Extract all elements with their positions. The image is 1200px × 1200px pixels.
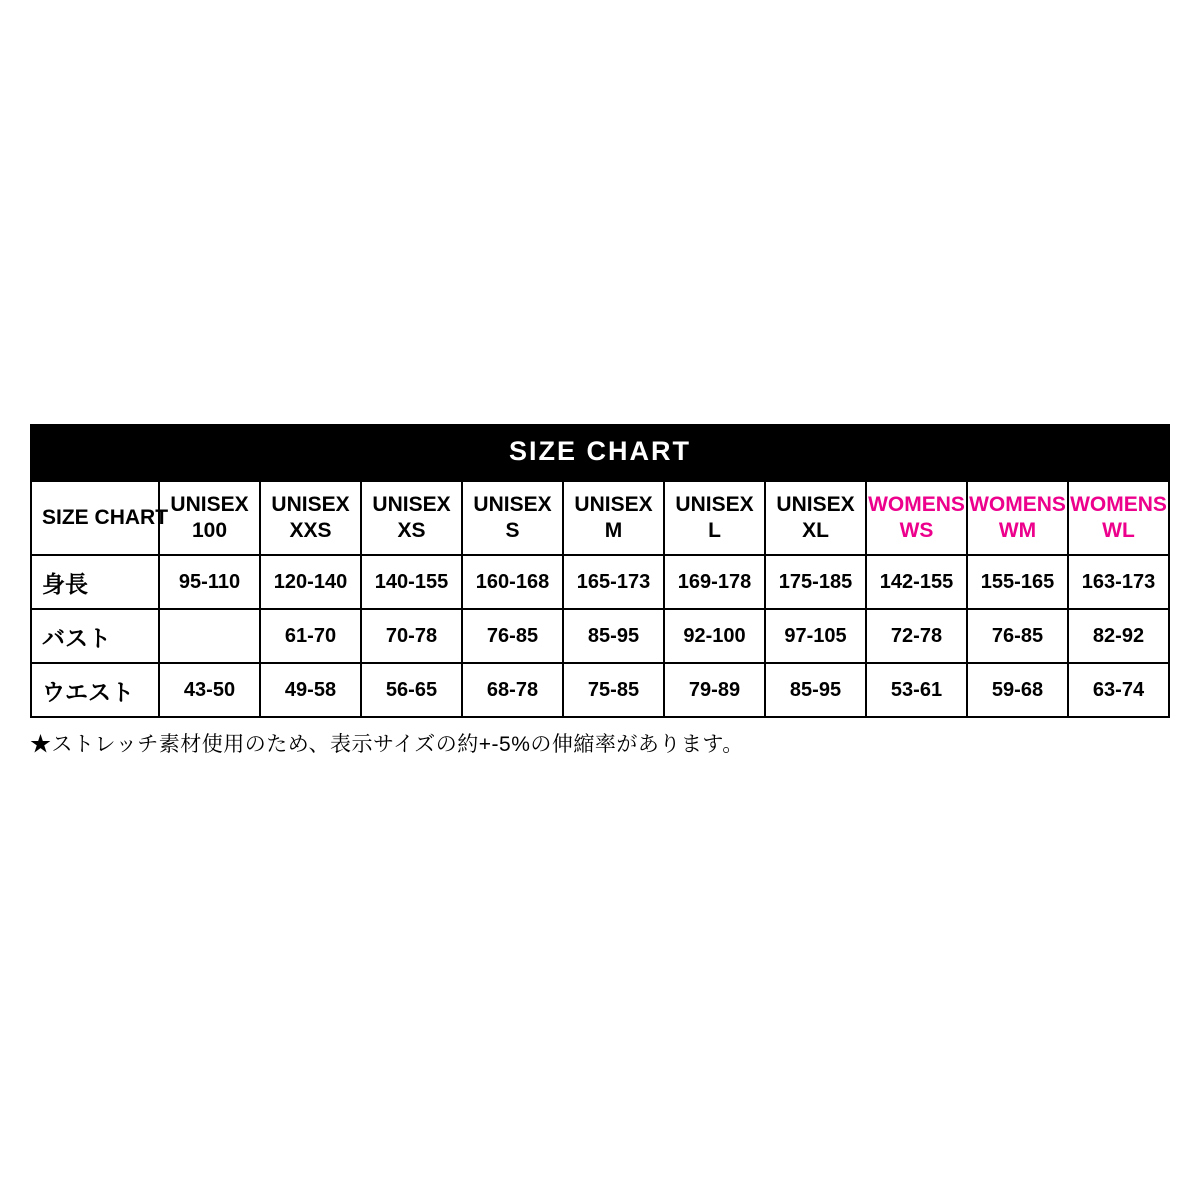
column-size-label: XL [802, 519, 829, 542]
cell-bust-wl: 82-92 [1068, 609, 1169, 663]
table-row [31, 663, 1169, 717]
cell-height-wl: 163-173 [1068, 555, 1169, 609]
column-size-label: WL [1102, 519, 1135, 542]
column-group-label: WOMENS [868, 492, 965, 516]
table-corner-cell [31, 481, 169, 555]
cell-bust-ws: 72-78 [866, 609, 967, 663]
column-header-womens-ws [866, 481, 967, 555]
column-size-label: WM [998, 519, 1037, 542]
cell-bust-xl: 97-105 [765, 609, 866, 663]
column-header-unisex-s [462, 481, 563, 555]
cell-height-wm: 155-165 [967, 555, 1068, 609]
corner-label-line1: SIZE [42, 505, 89, 529]
cell-bust-xxs: 61-70 [260, 609, 361, 663]
cell-bust-wm: 76-85 [967, 609, 1068, 663]
column-group-label: WOMENS [969, 492, 1066, 516]
cell-waist-m: 75-85 [563, 663, 664, 717]
column-size-label: L [708, 519, 721, 542]
cell-waist-ws: 53-61 [866, 663, 967, 717]
cell-height-m: 165-173 [563, 555, 664, 609]
column-header-unisex-xxs [260, 481, 361, 555]
column-group-label: UNISEX [170, 492, 249, 516]
cell-bust-xs: 70-78 [361, 609, 462, 663]
cell-height-xl: 175-185 [765, 555, 866, 609]
size-chart-title: SIZE CHART [30, 424, 1170, 480]
row-label-height: 身長 [31, 555, 159, 609]
column-size-label: 100 [191, 519, 228, 542]
cell-height-xs: 140-155 [361, 555, 462, 609]
column-size-label: XXS [289, 519, 332, 542]
row-label-waist: ウエスト [31, 663, 159, 717]
column-group-label: UNISEX [473, 492, 552, 516]
cell-height-l: 169-178 [664, 555, 765, 609]
cell-height-100: 95-110 [159, 555, 260, 609]
table-row [31, 609, 1169, 663]
column-size-label: S [505, 519, 520, 542]
cell-height-ws: 142-155 [866, 555, 967, 609]
cell-bust-m: 85-95 [563, 609, 664, 663]
column-size-label: WS [899, 519, 934, 542]
cell-waist-xl: 85-95 [765, 663, 866, 717]
cell-waist-wl: 63-74 [1068, 663, 1169, 717]
cell-height-xxs: 120-140 [260, 555, 361, 609]
column-group-label: UNISEX [675, 492, 754, 516]
table-row [31, 555, 1169, 609]
column-group-label: WOMENS [1070, 492, 1167, 516]
cell-bust-l: 92-100 [664, 609, 765, 663]
cell-waist-s: 68-78 [462, 663, 563, 717]
corner-label-line2: CHART [94, 505, 169, 529]
size-chart-table [30, 480, 1170, 718]
column-group-label: UNISEX [271, 492, 350, 516]
column-header-womens-wl [1068, 481, 1169, 555]
column-group-label: UNISEX [776, 492, 855, 516]
table-header-row [31, 481, 1169, 555]
cell-bust-100 [159, 609, 260, 663]
column-header-unisex-100 [159, 481, 260, 555]
stretch-note: ★ストレッチ素材使用のため、表示サイズの約+-5%の伸縮率があります。 [30, 733, 744, 756]
cell-bust-s: 76-85 [462, 609, 563, 663]
cell-waist-xs: 56-65 [361, 663, 462, 717]
cell-waist-xxs: 49-58 [260, 663, 361, 717]
cell-waist-100: 43-50 [159, 663, 260, 717]
column-header-womens-wm [967, 481, 1068, 555]
column-header-unisex-xs [361, 481, 462, 555]
column-size-label: M [604, 519, 623, 542]
column-size-label: XS [397, 519, 426, 542]
size-chart-container [30, 424, 1170, 758]
column-group-label: UNISEX [372, 492, 451, 516]
column-group-label: UNISEX [574, 492, 653, 516]
column-header-unisex-xl [765, 481, 866, 555]
column-header-unisex-m [563, 481, 664, 555]
cell-height-s: 160-168 [462, 555, 563, 609]
cell-waist-l: 79-89 [664, 663, 765, 717]
cell-waist-wm: 59-68 [967, 663, 1068, 717]
column-header-unisex-l [664, 481, 765, 555]
row-label-bust: バスト [31, 609, 159, 663]
